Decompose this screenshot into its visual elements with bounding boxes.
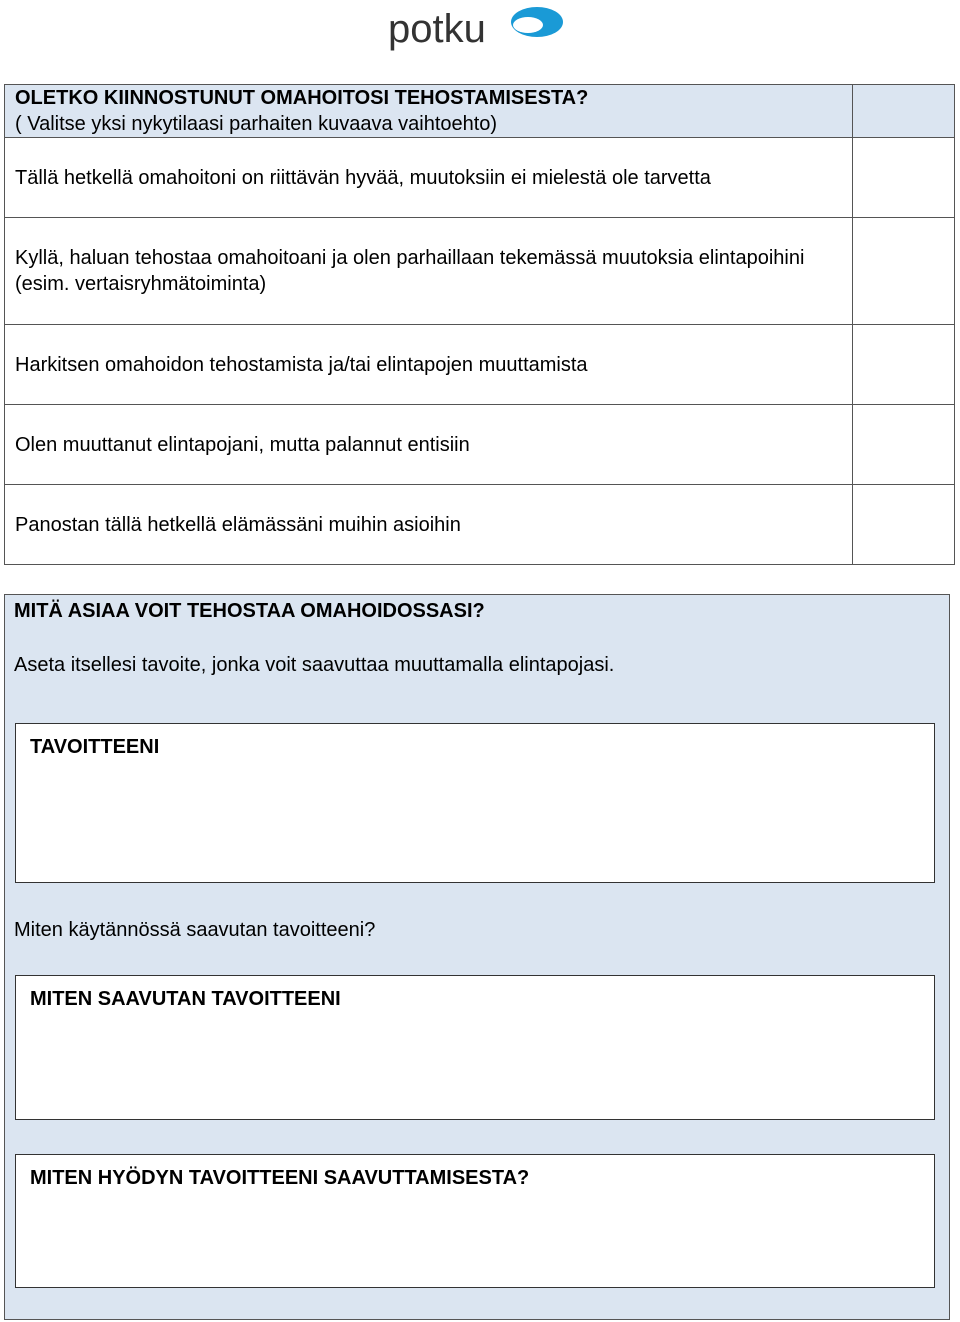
potku-logo (386, 4, 566, 54)
benefit-box (15, 1154, 935, 1288)
survey-header-cell (5, 85, 853, 138)
survey-option-checkbox[interactable] (853, 325, 955, 405)
survey-option-checkbox[interactable] (853, 485, 955, 565)
potku-logo-graphic (386, 4, 566, 54)
survey-subtitle: ( Valitse yksi nykytilaasi parhaiten kuvaava vaihtoehto) (15, 113, 498, 135)
goals-title: MITÄ ASIAA VOIT TEHOSTAA OMAHOIDOSSASI? (14, 600, 485, 622)
survey-option-checkbox[interactable] (853, 218, 955, 325)
benefit-box-label: MITEN HYÖDYN TAVOITTEENI SAAVUTTAMISESTA? (30, 1167, 530, 1189)
goal-input[interactable] (30, 766, 924, 874)
survey-option-checkbox[interactable] (853, 405, 955, 485)
survey-option-label: Panostan tällä hetkellä elämässäni muihin asioihin (5, 485, 853, 565)
survey-option-label: Tällä hetkellä omahoitoni on riittävän hyvää, muutoksiin ei mielestä ole tarvetta (5, 138, 853, 218)
how-box-label: MITEN SAAVUTAN TAVOITTEENI (30, 988, 341, 1010)
survey-option-label: Olen muuttanut elintapojani, mutta palannut entisiin (5, 405, 853, 485)
survey-header-row (5, 85, 955, 138)
how-box (15, 975, 935, 1120)
goal-box (15, 723, 935, 883)
goal-box-label: TAVOITTEENI (30, 736, 160, 758)
survey-option-row (5, 138, 955, 218)
survey-header-check-cell (853, 85, 955, 138)
interest-survey-table (4, 84, 955, 565)
survey-option-label: Kyllä, haluan tehostaa omahoitoani ja olen parhaillaan tekemässä muutoksia elintapoihini (esim. vertaisryhmätoiminta) (5, 218, 853, 325)
survey-option-checkbox[interactable] (853, 138, 955, 218)
goals-instruction: Aseta itsellesi tavoite, jonka voit saavuttaa muuttamalla elintapojasi. (14, 654, 615, 676)
goals-instruction-2: Miten käytännössä saavutan tavoitteeni? (14, 919, 376, 941)
survey-option-row (5, 405, 955, 485)
survey-option-row (5, 485, 955, 565)
goals-section (4, 594, 950, 1320)
survey-option-label: Harkitsen omahoidon tehostamista ja/tai elintapojen muuttamista (5, 325, 853, 405)
survey-option-row (5, 218, 955, 325)
benefit-input[interactable] (30, 1197, 924, 1279)
survey-title: OLETKO KIINNOSTUNUT OMAHOITOSI TEHOSTAMISESTA? (15, 87, 589, 109)
how-input[interactable] (30, 1018, 924, 1111)
logo-bubble-highlight (513, 17, 543, 33)
logo-text: potku (388, 7, 486, 51)
survey-option-row (5, 325, 955, 405)
